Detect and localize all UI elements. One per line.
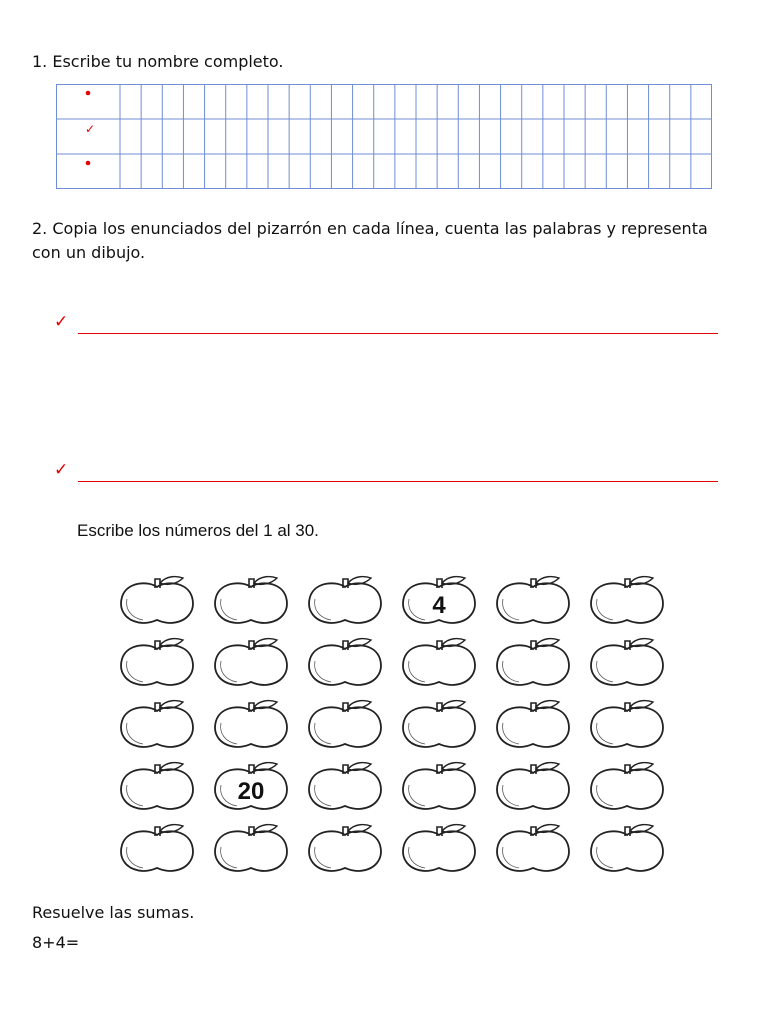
name-writing-grid[interactable]: [56, 84, 712, 189]
question-3: Escribe los números del 1 al 30.: [77, 521, 319, 540]
apple-icon: [497, 701, 569, 747]
apple-icon: [309, 701, 381, 747]
apple-number-grid: [118, 568, 674, 880]
question-4: Resuelve las sumas.: [32, 903, 195, 922]
apple-icon: [309, 639, 381, 685]
apple-icon: [309, 763, 381, 809]
apple-icon: [497, 825, 569, 871]
question-1: 1. Escribe tu nombre completo.: [32, 52, 284, 71]
apple-icon: [215, 763, 287, 809]
apple-icon: [497, 639, 569, 685]
writing-line: [78, 481, 718, 482]
apple-icon: [403, 577, 475, 623]
apple-icon: [215, 577, 287, 623]
apple-icon: [403, 701, 475, 747]
apple-number: 4: [432, 592, 446, 619]
copy-line-2[interactable]: [54, 460, 718, 484]
apple-icon: [497, 577, 569, 623]
writing-line: [78, 333, 718, 334]
bullet-marker: [86, 91, 91, 96]
apple-number: 20: [237, 778, 265, 805]
apple-icon: [121, 701, 193, 747]
apple-icon: [591, 577, 663, 623]
apple-icon: [121, 763, 193, 809]
checkmark-icon: ✓: [54, 312, 69, 332]
checkmark-icon: ✓: [54, 460, 69, 480]
apple-icon: [497, 763, 569, 809]
apple-icon: [121, 825, 193, 871]
apple-icon: [403, 825, 475, 871]
question-2: 2. Copia los enunciados del pizarrón en cada línea, cuenta las palabras y representa con un dibujo.: [32, 219, 708, 262]
apple-icon: [309, 577, 381, 623]
addition-problem: 8+4=: [32, 933, 80, 952]
apple-icon: [591, 763, 663, 809]
apple-icon: [215, 825, 287, 871]
apple-icon: [591, 825, 663, 871]
apple-icon: [591, 701, 663, 747]
apple-icon: [121, 639, 193, 685]
apple-icon: [403, 639, 475, 685]
bullet-marker: [86, 161, 91, 166]
apple-icon: [591, 639, 663, 685]
checkmark-icon: ✓: [85, 122, 96, 136]
apple-icon: [215, 639, 287, 685]
copy-line-1[interactable]: [54, 312, 718, 336]
apple-icon: [309, 825, 381, 871]
apple-icon: [403, 763, 475, 809]
apple-icon: [121, 577, 193, 623]
apple-icon: [215, 701, 287, 747]
